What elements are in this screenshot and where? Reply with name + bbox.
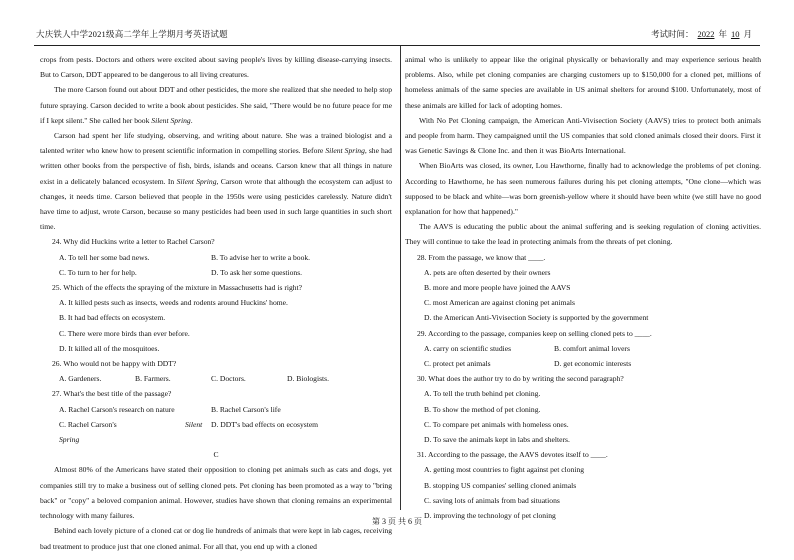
paragraph: Behind each lovely picture of a cloned cat or dog lie hundreds of animals that were kept in lab cages, receiving bad treatment to produce just that one cloned animal. For all that, you end up with a cloned xyxy=(40,526,392,551)
paragraph-text: The more Carson found out about DDT and other pesticides, the more she realized that she needed to help stop future spraying. Carson decided to write a book about pesticides. She said, "There would be no future peace for me if I kept silent." She called her book xyxy=(40,85,392,125)
options-24 xyxy=(40,265,392,280)
question-28: 28. From the passage, we know that ____. xyxy=(417,252,546,262)
passage-label: C xyxy=(213,450,219,460)
options-29 xyxy=(405,356,761,371)
header-rule xyxy=(34,45,760,46)
option[interactable]: A. pets are often deserted by their owners xyxy=(424,267,551,277)
question-26: 26. Who would not be happy with DDT? xyxy=(52,359,177,369)
option[interactable]: A. To tell the truth behind pet cloning. xyxy=(424,389,541,399)
paragraph: The AAVS is educating the public about the animal suffering and is seeking regulation of cloning activities. They will continue to take the lead in protecting animals from the threats of pet cloning. xyxy=(405,222,761,247)
options-27 xyxy=(40,402,392,417)
exam-year: 2022 xyxy=(697,29,715,39)
option[interactable]: D. It killed all of the mosquitoes. xyxy=(59,343,160,353)
paragraph: animal who is unlikely to appear like the original physically or behaviorally and may experience serious health problems. Also, while pet cloning companies are charging customers up to $150,000 for a cloned pet, millions of homeless animals of the same species are available in US animal shelters for around $100. Unfortunately, most of these animals are killed for lack of adopting homes. xyxy=(405,55,761,110)
option[interactable]: B. stopping US companies' selling cloned animals xyxy=(424,480,577,490)
option[interactable]: C. saving lots of animals from bad situations xyxy=(424,495,560,505)
time-label: 考试时间： xyxy=(650,29,694,39)
option[interactable]: D. To save the animals kept in labs and shelters. xyxy=(424,435,570,445)
option[interactable]: B. comfort animal lovers xyxy=(554,343,630,353)
paragraph: Almost 80% of the Americans have stated their opposition to cloning pet animals such as cats and dogs, yet companies still try to make a business out of selling cloned pets. Pet cloning has been promoted as a way to "bring back" or "copy" a beloved companion animal. However, studies have shown that cloning remains an experimental technology with many failures. xyxy=(40,465,392,521)
question-31: 31. According to the passage, the AAVS devotes itself to ____. xyxy=(417,450,608,460)
option[interactable]: A. Gardeners. xyxy=(59,374,102,384)
option[interactable]: A. carry on scientific studies xyxy=(424,343,512,353)
book-title: Silent Spring xyxy=(176,176,217,186)
option[interactable]: A. getting most countries to fight against pet cloning xyxy=(424,465,585,475)
exam-title: 大庆铁人中学2021级高二学年上学期月考英语试题 xyxy=(36,29,228,39)
paragraph xyxy=(40,128,392,234)
paragraph-text: Carson had spent her life studying, observing, and writing about nature. She was a trained biologist and a talented writer who knew how to present scientific information in compelling stories. Before xyxy=(40,131,392,156)
page-number: 第 3 页 共 6 页 xyxy=(372,517,422,526)
option[interactable]: A. It killed pests such as insects, weeds and rodents around Huckins' home. xyxy=(59,298,288,308)
option[interactable]: C. To turn to her for help. xyxy=(59,267,137,277)
left-column xyxy=(40,52,392,554)
options-29 xyxy=(405,341,761,356)
option[interactable]: C. To compare pet animals with homeless ones. xyxy=(424,419,569,429)
options-27 xyxy=(40,417,392,447)
option[interactable]: C. most American are against cloning pet animals xyxy=(424,298,575,308)
option[interactable]: D. the American Anti-Vivisection Society is supported by the government xyxy=(424,313,649,323)
question-30: 30. What does the author try to do by writing the second paragraph? xyxy=(417,374,624,384)
column-divider xyxy=(400,46,401,510)
option[interactable]: A. Rachel Carson's research on nature xyxy=(59,404,175,414)
option[interactable]: D. get economic interests xyxy=(554,359,632,369)
option[interactable] xyxy=(59,417,211,447)
exam-month: 10 xyxy=(730,29,740,39)
paragraph: When BioArts was closed, its owner, Lou Hawthorne, finally had to acknowledge the problems of pet cloning. According to Hawthorne, he has seen numerous failures during his pet cloning attempts, "One clone—which was supposed to be black and white—was born greenish-yellow where it should have been white (we still have no good explanation for how that happened)." xyxy=(405,161,761,217)
option[interactable]: D. Biologists. xyxy=(287,374,329,384)
question-25: 25. Which of the effects the spraying of the mixture in Massachusetts had is right? xyxy=(52,283,303,293)
option[interactable]: C. protect pet animals xyxy=(424,359,491,369)
paragraph xyxy=(40,82,392,128)
option[interactable]: B. Rachel Carson's life xyxy=(211,404,281,414)
book-title: Silent Spring xyxy=(325,146,365,156)
question-29: 29. According to the passage, companies keep on selling cloned pets to ____. xyxy=(417,328,652,338)
option-text: C. Rachel Carson's xyxy=(59,419,117,429)
option[interactable]: B. Farmers. xyxy=(135,374,171,384)
paragraph-text: , she had written other books from the perspective of fish, birds, islands and oceans. Carson knew that all things in nature exist in a delicately balanced ecosystem. In xyxy=(40,146,392,186)
option[interactable]: A. To tell her some bad news. xyxy=(59,252,150,262)
option[interactable]: B. It had bad effects on ecosystem. xyxy=(59,313,166,323)
paragraph-text: , Carson wrote that although the ecosystem can adjust to changes, it needs time. Carson believed that people in the 1950s were using pesticides carelessly. Nature didn't have time to adjust, wrote Carson, because so many pesticides had been used in such large quantities in such short time. xyxy=(40,176,392,232)
right-column xyxy=(405,52,761,523)
book-title: Silent Spring xyxy=(151,115,191,125)
options-24 xyxy=(40,250,392,265)
question-27: 27. What's the best title of the passage? xyxy=(52,389,172,399)
option[interactable]: D. To ask her some questions. xyxy=(211,267,303,277)
option[interactable]: B. more and more people have joined the AAVS xyxy=(424,283,571,293)
paragraph: crops from pests. Doctors and others were excited about saving people's lives by killing disease-carrying insects. But to Carson, DDT appeared to be dangerous to all living creatures. xyxy=(40,55,392,80)
option[interactable]: C. There were more birds than ever before. xyxy=(59,328,190,338)
paragraph: With No Pet Cloning campaign, the American Anti-Vivisection Society (AAVS) tries to protect both animals and people from harm. They campaigned until the US companies that sold cloned animals closed their doors. First it was Genetic Savings & Clone Inc. and then it was BioArts International. xyxy=(405,115,761,156)
option[interactable]: D. improving the technology of pet cloning xyxy=(424,511,556,521)
option[interactable]: D. DDT's bad effects on ecosystem xyxy=(211,419,319,429)
year-unit: 年 xyxy=(718,29,727,39)
option[interactable]: B. To show the method of pet cloning. xyxy=(424,404,541,414)
book-title: Silent Spring xyxy=(59,419,203,445)
option[interactable]: B. To advise her to write a book. xyxy=(211,252,311,262)
paragraph-text: . xyxy=(190,115,193,125)
question-24: 24. Why did Huckins write a letter to Rachel Carson? xyxy=(52,237,215,247)
exam-time xyxy=(651,28,752,40)
option[interactable]: C. Doctors. xyxy=(211,374,246,384)
options-26 xyxy=(40,371,392,386)
month-unit: 月 xyxy=(743,29,752,39)
